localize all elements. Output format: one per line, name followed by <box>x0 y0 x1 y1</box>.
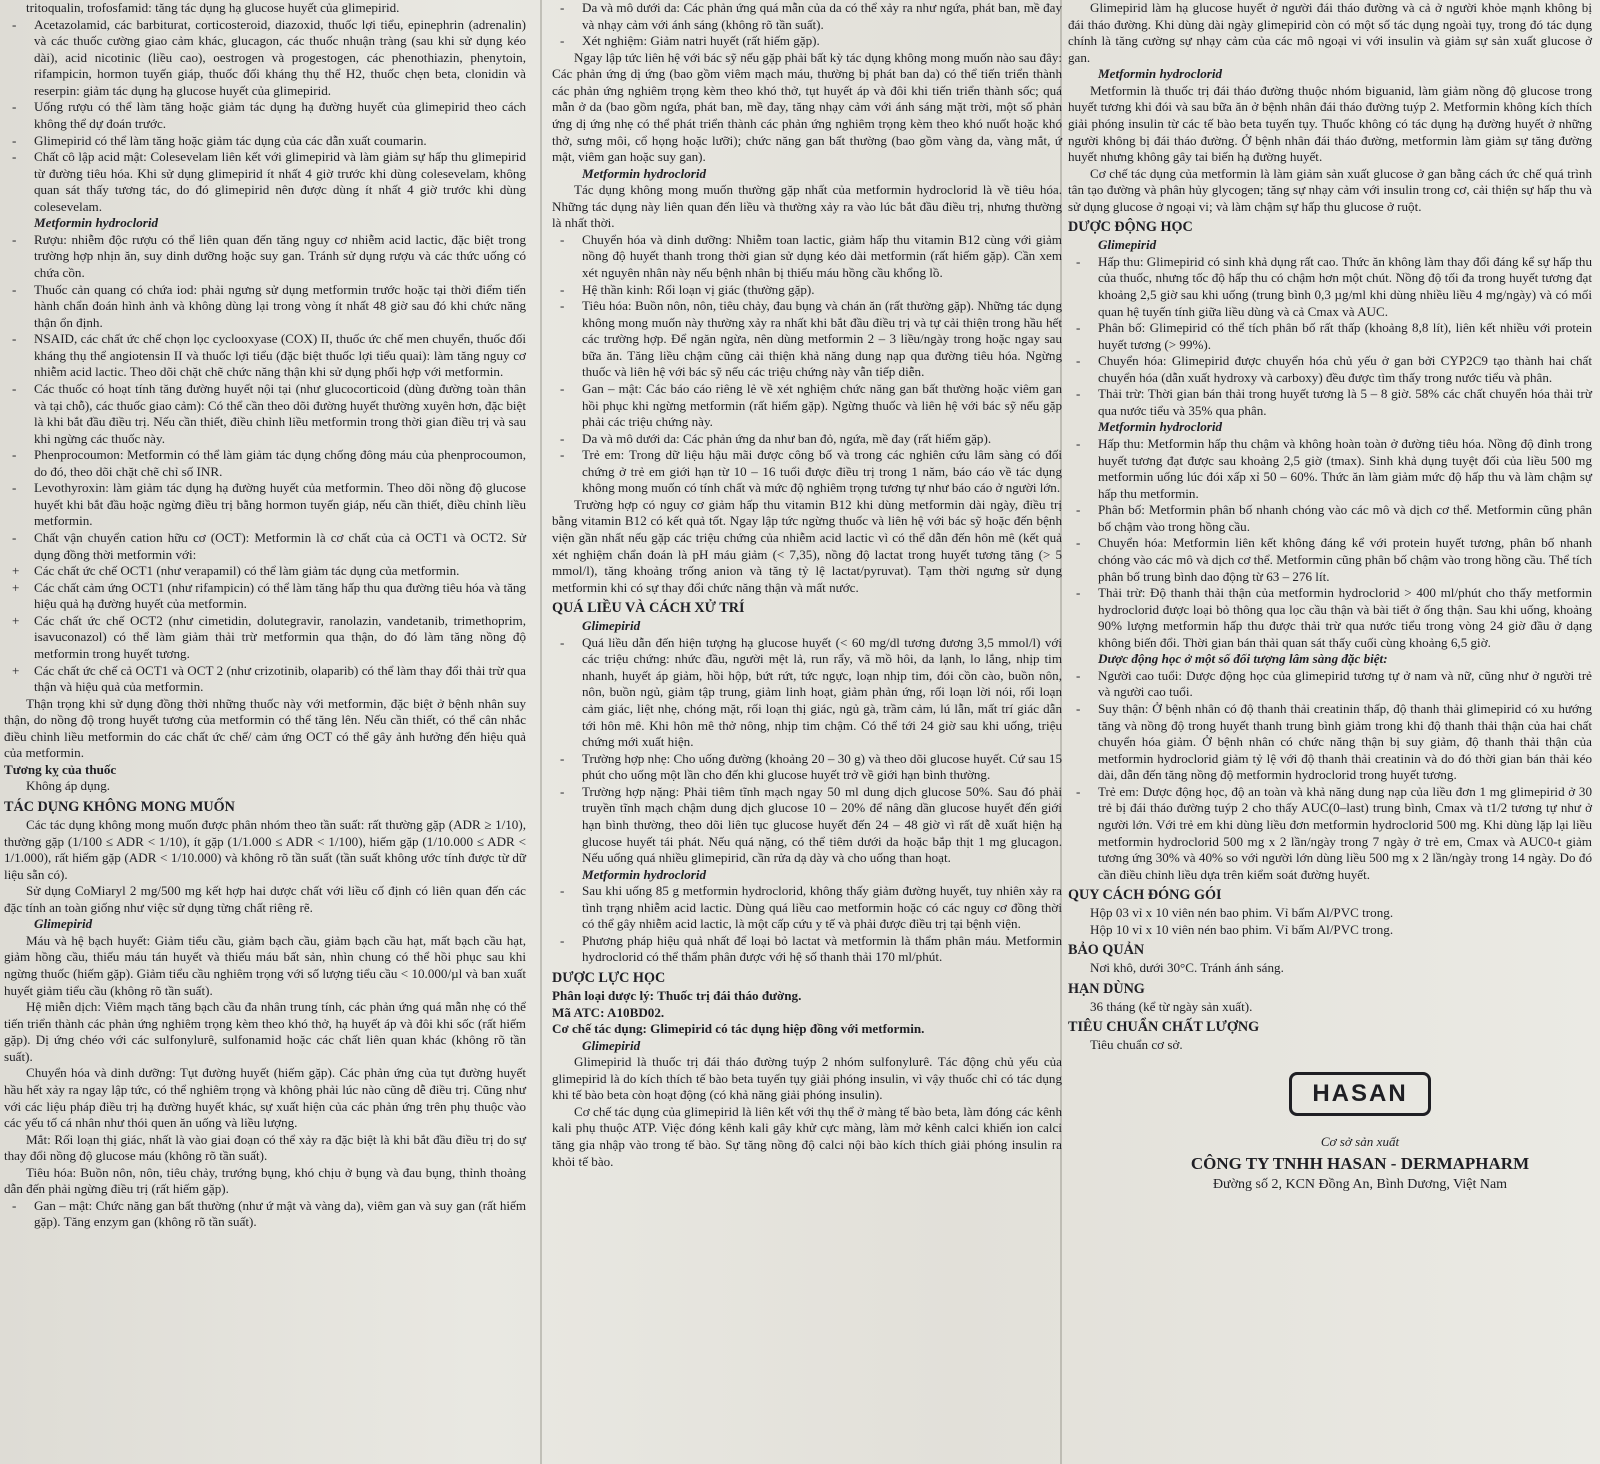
bullet-item: - Sau khi uống 85 g metformin hydroclorid, không thấy giảm đường huyết, tuy nhiên xảy ra tình trạng nhiễm acid lactic. Dùng quá liều cao metformin hoặc có các nguy cơ đồng thời có thể gây nhiễm acid lactic, là một cấp cứu y tế và phải được điều trị tại bệnh viện. <box>552 883 1062 933</box>
bullet-item: - NSAID, các chất ức chế chọn lọc cyclooxyase (COX) II, thuốc ức chế men chuyển, thuốc đối kháng thụ thể angiotensin II và thuốc lợi tiểu (đặc biệt thuốc lợi tiểu quai): làm tăng nguy cơ nhiễm acid lactic. Theo dõi chặt chẽ chức năng thận khi sử dụng phối hợp với metformin. <box>4 331 526 381</box>
subsection-heading: Glimepirid <box>34 916 93 932</box>
subsection-heading: Metformin hydroclorid <box>1098 419 1223 435</box>
column-3 <box>1068 0 1600 1464</box>
bullet-item: - Trẻ em: Dược động học, độ an toàn và khả năng dung nạp của liều đơn 1 mg glimepirid ở 30 trẻ bị đái tháo đường tuýp 2 cho thấy AUC(0–last) trung bình, Cmax và t1/2 tương tự như ở người lớn. Với trẻ em khi dùng liều đơn metformin hydroclorid 500 mg. Khi dùng lặp lại liều metformin hydroclorid 500 mg x 2 lần/ngày trong 7 ngày ở trẻ em, Cmax và AUC0-t giảm tương ứng 30% và 40% so với người lớn dùng liều 500 mg x 2 lần/ngày trong 14 ngày. Do đó cần điều chỉnh liều dựa trên kiểm soát đường huyết. <box>1068 784 1592 883</box>
manufacturer-block <box>1068 1072 1592 1194</box>
paragraph: Thận trọng khi sử dụng đồng thời những thuốc này với metformin, đặc biệt ở bệnh nhân suy thận, do nồng độ trong huyết tương của metformin có thể tăng lên. Nếu cần thiết, có thể cân nhắc điều chỉnh liều metformin do các chất ức chế/ cảm ứng OCT có thể gây ảnh hưởng đến hiệu quả của metformin. <box>4 695 526 761</box>
plus-item: + Các chất ức chế OCT1 (như verapamil) có thể làm giảm tác dụng của metformin. <box>4 563 526 580</box>
bullet-item: - Thuốc cản quang có chứa iod: phải ngưng sử dụng metformin trước hoặc tại thời điểm tiến hành chẩn đoán hình ảnh và không dùng lại trong vòng ít nhất 48 giờ sau đó khi chức năng thận ổn định. <box>4 282 526 332</box>
plus-item: + Các chất ức chế OCT2 (như cimetidin, dolutegravir, ranolazin, vandetanib, trimethoprim, isavuconazol) có thể làm giảm thải trừ metformin qua thận, do đó làm tăng nồng độ metformin trong huyết tương. <box>4 613 526 663</box>
bullet-item: - Da và mô dưới da: Các phản ứng da như ban đỏ, ngứa, mề đay (rất hiếm gặp). <box>552 431 1062 448</box>
paragraph: Tác dụng không mong muốn thường gặp nhất của metformin hydroclorid là về tiêu hóa. Những tác dụng này liên quan đến liều và thường xảy ra vào lúc bắt đầu điều trị, nhưng thường là nhất thời. <box>552 182 1062 231</box>
paragraph: Glimepirid là thuốc trị đái tháo đường tuýp 2 nhóm sulfonylurê. Tác động chủ yếu của glimepirid là do kích thích tế bào beta tuyến tụy giải phóng insulin, vì vậy thuốc chỉ có tác dụng khi tế bào beta còn hoạt động (có khả năng giải phóng insulin). <box>552 1054 1062 1103</box>
paragraph: Các tác dụng không mong muốn được phân nhóm theo tần suất: rất thường gặp (ADR ≥ 1/10), thường gặp (1/100 ≤ ADR < 1/10), ít gặp (1/1.000 ≤ ADR < 1/100), hiếm gặp (1/10.000 ≤ ADR < 1/1.000), rất hiếm gặp (ADR < 1/10.000) và không rõ tần suất (tần suất không ước tính được từ dữ liệu sẵn có). <box>4 816 526 882</box>
paragraph: Mắt: Rối loạn thị giác, nhất là vào giai đoạn có thể xảy ra đặc biệt là khi bắt đầu điều trị do sự thay đổi nồng độ glucose máu (không rõ tần suất). <box>4 1131 526 1164</box>
bullet-item: - Quá liều dẫn đến hiện tượng hạ glucose huyết (< 60 mg/dl tương đương 3,5 mmol/l) với các triệu chứng: nhức đầu, người mệt lả, run rẩy, vã mồ hôi, da lạnh, lo lắng, nhịp tim nhanh, huyết áp giảm, hồi hộp, bứt rứt, tức ngực, loạn nhịp tim, đói cồn cào, buồn nôn, nôn, buồn ngủ, giảm tập trung, giảm linh hoạt, giảm phản ứng, rối loạn lời nói, rối loạn cảm giác, liệt nhẹ, chóng mặt, rối loạn thị giác, ngủ gà, trầm cảm, lú lẫn, mất trí giác dẫn tới hôn mê. Khi hôn mê thở nông, nhịp tim chậm. Có thể tới 24 giờ sau khi uống, triệu chứng mới xuất hiện. <box>552 635 1062 751</box>
column-1 <box>4 0 532 1464</box>
bullet-item: - Glimepirid có thể làm tăng hoặc giảm tác dụng của các dẫn xuất coumarin. <box>4 133 526 150</box>
bullet-item: - Phân bố: Glimepirid có thể tích phân bố rất thấp (khoảng 8,8 lít), liên kết nhiều với protein huyết tương (> 99%). <box>1068 320 1592 353</box>
company-name: CÔNG TY TNHH HASAN - DERMAPHARM <box>1190 1153 1530 1173</box>
subsection-heading: Glimepirid <box>582 1037 641 1053</box>
bullet-item: - Rượu: nhiễm độc rượu có thể liên quan đến tăng nguy cơ nhiễm acid lactic, đặc biệt trong trường hợp nhịn ăn, suy dinh dưỡng hoặc suy gan. Tránh sử dụng rượu và các thức uống có chứa cồn. <box>4 232 526 282</box>
subsection-heading: Glimepirid <box>1098 237 1157 253</box>
bullet-item: - Gan – mật: Các báo cáo riêng lẻ về xét nghiệm chức năng gan bất thường hoặc viêm gan hồi phục khi ngừng metformin (rất hiếm gặp). Ngừng thuốc và liên hệ với bác sỹ nếu gặp phải các triệu chứng này. <box>552 381 1062 431</box>
paragraph: tritoqualin, trofosfamid: tăng tác dụng hạ glucose huyết của glimepirid. <box>26 0 400 15</box>
bullet-item: - Gan – mật: Chức năng gan bất thường (như ứ mật và vàng da), viêm gan và suy gan (rất hiếm gặp). Tăng enzym gan (không rõ tần suất). <box>4 1198 526 1231</box>
bullet-item: - Hấp thu: Metformin hấp thu chậm và không hoàn toàn ở đường tiêu hóa. Nồng độ đỉnh trong huyết tương đạt được sau khoảng 2,5 giờ (tmax). Sinh khả dụng tuyệt đối của liều 500 mg metformin uống lúc đói xấp xỉ 50 – 60%. Thức ăn làm giảm mức độ hấp thu và làm chậm sự hấp thu metformin. <box>1068 436 1592 502</box>
bullet-item: - Trường hợp nặng: Phải tiêm tĩnh mạch ngay 50 ml dung dịch glucose 50%. Sau đó phải truyền tĩnh mạch chậm dung dịch glucose 10 – 20% để nâng dần glucose huyết đến giới hạn bình thường, theo dõi liên tục glucose huyết đến 24 – 48 giờ vì rất dễ xuất hiện hạ glucose huyết tái phát. Nếu quá nặng, có thể tiêm dưới da hoặc bắp thịt 1 mg glucagon. Nếu uống quá nhiều glimepirid, cần rửa dạ dày và cho uống than hoạt. <box>552 784 1062 867</box>
section-heading: BẢO QUẢN <box>1068 942 1145 959</box>
section-heading: QUY CÁCH ĐÓNG GÓI <box>1068 887 1222 904</box>
hasan-logo: HASAN <box>1289 1072 1430 1116</box>
bullet-item: - Chuyển hóa và dinh dưỡng: Nhiễm toan lactic, giảm hấp thu vitamin B12 cùng với giảm nồng độ huyết thanh trong thời gian sử dụng kéo dài metformin (rất hiếm gặp). Cần xem xét nguyên nhân này nếu bệnh nhân bị thiếu máu hồng cầu khổng lồ. <box>552 232 1062 282</box>
section-heading: QUÁ LIỀU VÀ CÁCH XỬ TRÍ <box>552 600 745 617</box>
paragraph: Hộp 10 vỉ x 10 viên nén bao phim. Vỉ bấm Al/PVC trong. <box>1090 921 1394 937</box>
bullet-item: - Hấp thu: Glimepirid có sinh khả dụng rất cao. Thức ăn không làm thay đổi đáng kể sự hấp thu của thuốc, nhưng tốc độ hấp thu có chậm hơn một chút. Nồng độ tối đa trong huyết tương đạt khoảng 2,5 giờ sau khi uống (trung bình 0,3 µg/ml khi dùng nhiều liều 4 mg/ngày) và có mối quan hệ tuyến tính giữa liều dùng và cả Cmax và AUC. <box>1068 254 1592 320</box>
subsection-heading: Glimepirid <box>582 618 641 634</box>
bullet-item: - Hệ thần kinh: Rối loạn vị giác (thường gặp). <box>552 282 1062 299</box>
plus-item: + Các chất ức chế cả OCT1 và OCT 2 (như crizotinib, olaparib) có thể làm thay đổi thải trừ qua thận và hiệu quả của metformin. <box>4 663 526 696</box>
paragraph: Tiêu chuẩn cơ sở. <box>1090 1037 1183 1053</box>
section-heading: TIÊU CHUẨN CHẤT LƯỢNG <box>1068 1019 1260 1036</box>
bullet-item: - Thải trừ: Thời gian bán thải trong huyết tương là 5 – 8 giờ. 58% các chất chuyển hóa thải trừ qua nước tiểu và 35% qua phân. <box>1068 386 1592 419</box>
paragraph: Mã ATC: A10BD02. <box>552 1004 665 1020</box>
paragraph: Phân loại dược lý: Thuốc trị đái tháo đường. <box>552 987 802 1003</box>
bullet-item: - Acetazolamid, các barbiturat, corticosteroid, diazoxid, thuốc lợi tiểu, epinephrin (adrenalin) và các thuốc cường giao cảm khác, glucagon, các thuốc nhuận tràng (sau khi sử dụng kéo dài), acid nicotinic (liều cao), oestrogen và progestogen, các phenothiazin, phenytoin, rifampicin, hormon tuyến giáp, thuốc đối kháng thụ thể H2, thuốc chẹn beta, clonidin và reserpin: giảm tác dụng hạ glucose huyết của glimepirid. <box>4 17 526 100</box>
bullet-item: - Chuyển hóa: Metformin liên kết không đáng kể với protein huyết tương, phân bố nhanh chóng vào các mô và dịch cơ thể. Metformin cũng phân bố chậm vào trong hồng cầu. Thể tích phân bố trung bình dao động từ 63 – 276 lít. <box>1068 535 1592 585</box>
subsection-heading: Metformin hydroclorid <box>1098 66 1223 82</box>
bullet-item: - Phương pháp hiệu quả nhất để loại bỏ lactat và metformin là thẩm phân máu. Metformin hydroclorid có thể thẩm phân được với hệ số thanh thải 170 ml/phút. <box>552 933 1062 966</box>
bullet-item: - Xét nghiệm: Giảm natri huyết (rất hiếm gặp). <box>552 33 1062 50</box>
paragraph: Tiêu hóa: Buồn nôn, nôn, tiêu chảy, trướng bụng, khó chịu ở bụng và đau bụng, thỉnh thoảng dẫn đến phải ngừng điều trị (rất hiếm gặp). <box>4 1164 526 1197</box>
facility-label: Cơ sở sản xuất <box>1320 1134 1400 1150</box>
paragraph: Nơi khô, dưới 30°C. Tránh ánh sáng. <box>1090 960 1284 976</box>
subsection-heading: Metformin hydroclorid <box>582 165 707 181</box>
bullet-item: - Chất cô lập acid mật: Colesevelam liên kết với glimepirid và làm giảm sự hấp thu glimepirid từ đường tiêu hóa. Khi sử dụng glimepirid ít nhất 4 giờ trước khi dùng colesevelam, không quan sát thấy tương tác, do đó glimepirid nên được dùng ít nhất 4 giờ trước khi dùng colesevelam. <box>4 149 526 215</box>
subsection-heading: Metformin hydroclorid <box>582 866 707 882</box>
paragraph: Metformin là thuốc trị đái tháo đường thuộc nhóm biguanid, làm giảm nồng độ glucose trong huyết tương khi đói và sau bữa ăn ở bệnh nhân đái tháo đường tuýp 2. Metformin không kích thích giải phóng insulin từ các tế bào beta tuyến tụy. Thuốc không có tác dụng hạ đường huyết ở những người không bị đái tháo đường. Ở bệnh nhân đái tháo đường, metformin làm giảm sự tăng đường huyết nhưng không gây tai biến hạ đường huyết. <box>1068 82 1592 165</box>
paragraph: Máu và hệ bạch huyết: Giảm tiểu cầu, giảm bạch cầu, giảm bạch cầu hạt, mất bạch cầu hạt, giảm hồng cầu, thiếu máu tán huyết và thiếu máu bất sản, nhìn chung có thể hồi phục sau khi ngừng thuốc (hiếm gặp). Giảm tiểu cầu nghiêm trọng với số lượng tiểu cầu < 10.000/µl và ban xuất huyết giảm tiểu cầu (không rõ tần suất). <box>4 932 526 998</box>
bullet-item: - Trường hợp nhẹ: Cho uống đường (khoảng 20 – 30 g) và theo dõi glucose huyết. Cứ sau 15 phút cho uống một lần cho đến khi glucose huyết trở về giới hạn bình thường. <box>552 751 1062 784</box>
section-heading: DƯỢC ĐỘNG HỌC <box>1068 219 1193 236</box>
paragraph: Hộp 03 vỉ x 10 viên nén bao phim. Vỉ bấm Al/PVC trong. <box>1090 905 1394 921</box>
paragraph: 36 tháng (kể từ ngày sản xuất). <box>1090 998 1253 1014</box>
bullet-item: - Người cao tuổi: Dược động học của glimepirid tương tự ở nam và nữ, cũng như ở người trẻ và người cao tuổi. <box>1068 668 1592 701</box>
bullet-item: - Suy thận: Ở bệnh nhân có độ thanh thải creatinin thấp, độ thanh thải glimepirid có xu hướng tăng và nồng độ trong huyết thanh trung bình giảm trong khi độ thanh thải thận của hai chất chuyển hóa giảm. Ở bệnh nhân có chức năng thận bị suy giảm, độ thanh thải thận của metformin hydroclorid giảm tỷ lệ với độ thanh thải creatinin và do đó thời gian bán thải kéo dài, dẫn đến tăng nồng độ metformin hydroclorid trong huyết tương. <box>1068 701 1592 784</box>
bullet-item: - Phenprocoumon: Metformin có thể làm giảm tác dụng chống đông máu của phenprocoumon, do đó, theo dõi chặt chẽ chỉ số INR. <box>4 447 526 480</box>
bullet-item: - Da và mô dưới da: Các phản ứng quá mẫn của da có thể xảy ra như ngứa, phát ban, mề đay và nhạy cảm với ánh sáng (không rõ tần suất). <box>552 0 1062 33</box>
bullet-item: - Thải trừ: Độ thanh thải thận của metformin hydroclorid > 400 ml/phút cho thấy metformin hydroclorid được loại bỏ thông qua lọc cầu thận và bài tiết ở ống thận. Sau khi uống, khoảng 90% lượng metformin hấp thu được thải trừ qua nước tiểu trong vòng 24 giờ đầu ở dạng không biến đổi. Thời gian bán thải quan sát thấy cuối cùng khoảng 6,5 giờ. <box>1068 585 1592 651</box>
subsection-heading: Metformin hydroclorid <box>34 215 159 231</box>
bullet-item: - Chất vận chuyển cation hữu cơ (OCT): Metformin là cơ chất của cả OCT1 và OCT2. Sử dụng đồng thời metformin với: <box>4 530 526 563</box>
plus-item: + Các chất cảm ứng OCT1 (như rifampicin) có thể làm tăng hấp thu qua đường tiêu hóa và tăng hiệu quả hạ đường huyết của metformin. <box>4 580 526 613</box>
paragraph: Chuyển hóa và dinh dưỡng: Tụt đường huyết (hiếm gặp). Các phản ứng của tụt đường huyết hầu hết xảy ra ngay lập tức, có thể nghiêm trọng và không phải lúc nào cũng dễ điều trị. Cũng như với các liệu pháp điều trị hạ đường huyết khác, sự xuất hiện của các phản ứng trên phụ thuộc vào các yếu tố cá nhân như thói quen ăn uống và liều lượng. <box>4 1065 526 1131</box>
paragraph: Cơ chế tác dụng của glimepirid là liên kết với thụ thể ở màng tế bào beta, làm đóng các kênh kali phụ thuộc ATP. Việc đóng kênh kali gây khử cực màng, làm mở kênh calci khiến ion calci tăng gia nhập vào trong tế bào. Sự tăng nồng độ calci nội bào kích thích giải phóng insulin ra khỏi tế bào. <box>552 1103 1062 1169</box>
bullet-item: - Phân bố: Metformin phân bố nhanh chóng vào các mô và dịch cơ thể. Metformin cũng phân bố chậm vào trong hồng cầu. <box>1068 502 1592 535</box>
bullet-item: - Tiêu hóa: Buồn nôn, nôn, tiêu chảy, đau bụng và chán ăn (rất thường gặp). Những tác dụng không mong muốn này thường xảy ra nhất khi bắt đầu điều trị và tự cải thiện trong hầu hết các trường hợp. Để ngăn ngừa, nên dùng metformin 2 – 3 liều/ngày trong hoặc ngay sau bữa ăn. Tăng liều chậm cũng cải thiện khả năng dung nạp qua đường tiêu hóa. Ngừng thuốc và liên hệ với bác sỹ nếu các triệu chứng này vẫn tiếp diễn. <box>552 298 1062 381</box>
paragraph: Hệ miễn dịch: Viêm mạch tăng bạch cầu đa nhân trung tính, các phản ứng quá mẫn nhẹ có thể tiến triển thành các phản ứng nghiêm trọng kèm theo khó thở, hạ huyết áp và đôi khi sốc (rất hiếm gặp). Dị ứng chéo với các sulfonylurê, sulfonamid hoặc các chất liên quan khác (không rõ tần suất). <box>4 999 526 1064</box>
subsection-heading: Dược động học ở một số đối tượng lâm sàng đặc biệt: <box>1098 651 1388 667</box>
paragraph: Cơ chế tác dụng: Glimepirid có tác dụng hiệp đồng với metformin. <box>552 1021 925 1037</box>
paragraph: Sử dụng CoMiaryl 2 mg/500 mg kết hợp hai dược chất với liều cố định có liên quan đến các đặc tính an toàn giống như việc sử dụng từng chất riêng rẽ. <box>4 883 526 915</box>
bullet-item: - Các thuốc có hoạt tính tăng đường huyết nội tại (như glucocorticoid (dùng đường toàn thân và tại chỗ), các thuốc giao cảm): Có thể cần theo dõi đường huyết thường xuyên hơn, đặc biệt là khi bắt đầu điều trị. Nếu cần thiết, điều chỉnh liều metformin trong thời gian điều trị và sau khi ngừng các thuốc này. <box>4 381 526 447</box>
paragraph: Glimepirid làm hạ glucose huyết ở người đái tháo đường và cả ở người khỏe mạnh không bị đái tháo đường. Khi dùng dài ngày glimepirid còn có một số tác dụng ngoài tụy, trong đó tác dụng chính là tăng cường sự nhạy cảm của các mô ngoại vi với insulin và giảm sự sản xuất glucose ở gan. <box>1068 0 1592 65</box>
paragraph: Trường hợp có nguy cơ giảm hấp thu vitamin B12 khi dùng metformin dài ngày, điều trị bằng vitamin B12 có kết quả tốt. Ngay lập tức ngừng thuốc và liên hệ với bác sỹ hoặc đến bệnh viện gần nhất nếu gặp các triệu chứng của nhiễm acid lactic vì có thể dẫn đến hôn mê (kết quả xét nghiệm chẩn đoán là pH máu giảm (< 7,35), nồng độ lactat trong huyết tương tăng (> 5 mmol/l), tăng khoảng trống anion và tăng tỷ lệ lactat/pyruvat). Tạm thời ngưng sử dụng metformin khi có sự thay đổi chức năng thận và mất nước. <box>552 496 1062 595</box>
fold-line <box>540 0 542 1464</box>
bullet-item: - Levothyroxin: làm giảm tác dụng hạ đường huyết của metformin. Theo dõi nồng độ glucose huyết khi bắt đầu hoặc ngừng điều trị bằng hormon tuyến giáp, nếu cần thiết, điều chỉnh liều metformin. <box>4 480 526 530</box>
paragraph: Cơ chế tác dụng của metformin là làm giảm sản xuất glucose ở gan bằng cách ức chế quá trình tân tạo đường và phân hủy glycogen; tăng sự nhạy cảm với insulin trong cơ, cải thiện sự hấp thu và sử dụng glucose ở ngoại vi; và làm chậm sự hấp thu glucose ở ruột. <box>1068 165 1592 214</box>
subsection-heading: Tương kỵ của thuốc <box>4 761 117 777</box>
bullet-item: - Trẻ em: Trong dữ liệu hậu mãi được công bố và trong các nghiên cứu lâm sàng có đối chứng ở trẻ em giới hạn từ 10 – 16 tuổi được điều trị trong 1 năm, báo cáo về tác dụng không mong muốn có tính chất và mức độ nghiêm trọng tương tự như báo cáo ở người lớn. <box>552 447 1062 497</box>
bullet-item: - Chuyển hóa: Glimepirid được chuyển hóa chủ yếu ở gan bởi CYP2C9 tạo thành hai chất chuyển hóa (dẫn xuất hydroxy và carboxy) đều được tìm thấy trong nước tiểu và phân. <box>1068 353 1592 386</box>
company-address: Đường số 2, KCN Đồng An, Bình Dương, Việt Nam <box>1212 1177 1508 1193</box>
section-heading: HẠN DÙNG <box>1068 980 1145 997</box>
column-2 <box>552 0 1066 1464</box>
bullet-item: - Uống rượu có thể làm tăng hoặc giảm tác dụng hạ đường huyết của glimepirid theo cách không thể dự đoán trước. <box>4 99 526 132</box>
paragraph: Không áp dụng. <box>26 778 111 794</box>
section-heading: DƯỢC LỰC HỌC <box>552 970 666 987</box>
section-heading: TÁC DỤNG KHÔNG MONG MUỐN <box>4 799 235 815</box>
paragraph: Ngay lập tức liên hệ với bác sỹ nếu gặp phải bất kỳ tác dụng không mong muốn nào sau đây: Các phản ứng dị ứng (bao gồm viêm mạch máu, thường bị phát ban da) có thể tiến triển thành các phản ứng nghiêm trọng kèm theo khó thở, tụt huyết áp và đôi khi tiến triển thành sốc; quá mẫn ở da (bao gồm ngứa, phát ban, mề đay, tăng nhạy cảm với ánh sáng mặt trời, một số phản ứng dị ứng nhẹ có thể phát triển thành các phản ứng nghiêm trọng kèm theo khó nuốt hoặc khó thở, sưng môi, cổ họng hoặc lưỡi); chức năng gan bất thường (bao gồm vàng da, vàng mắt, ứ mật, viêm gan hoặc suy gan). <box>552 49 1062 165</box>
